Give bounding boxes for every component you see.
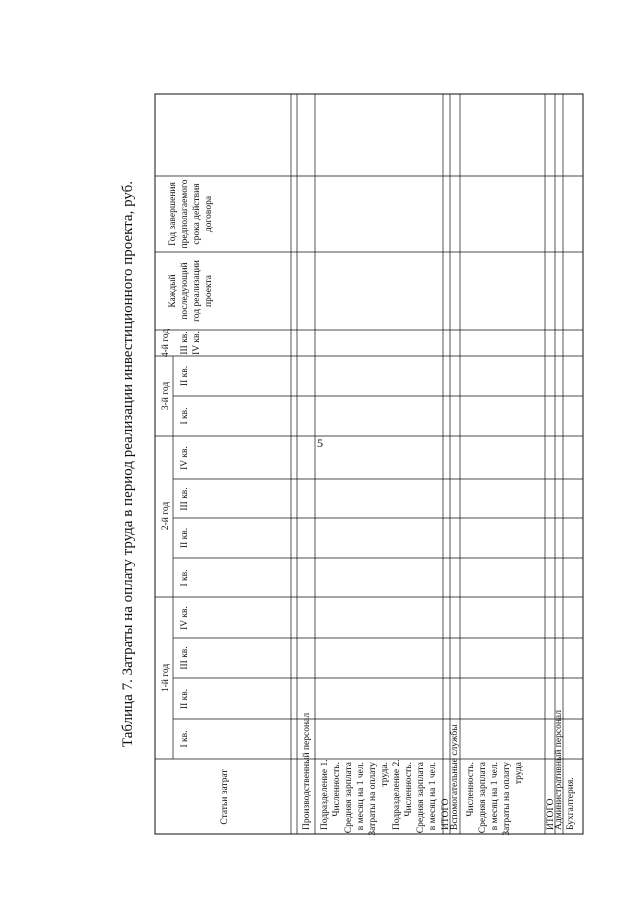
section-production-title: Производственный персонал <box>302 712 312 830</box>
subdivision-1-label: Подразделение 1. <box>320 759 330 830</box>
header-final-year-line: предполагаемого <box>180 179 190 249</box>
header-item-col: Статьи затрат <box>220 769 230 825</box>
table-caption: Таблица 7. Затраты на оплату труда в период реализации инвестиционного проекта, руб. <box>120 180 136 748</box>
header-quarter: I кв. <box>180 569 190 587</box>
header-quarter: II кв. <box>180 365 190 387</box>
metric-salary-line2: в месяц на 1 чел. <box>490 762 500 831</box>
accounting-label: Бухгалтерия. <box>566 777 576 830</box>
metric-headcount: Численность. <box>332 762 342 817</box>
header-quarter: IV кв. <box>180 606 190 630</box>
metric-headcount: Численность. <box>466 762 476 817</box>
header-next-years-line: Каждый <box>168 274 178 308</box>
header-quarter: IV кв. <box>192 331 202 355</box>
header-quarter: IV кв. <box>180 446 190 470</box>
total-label: ИТОГО <box>546 798 556 830</box>
header-next-years-line: проекта <box>204 275 214 307</box>
total-label: ИТОГО <box>441 798 451 830</box>
header-quarter: I кв. <box>180 407 190 425</box>
header-quarter: III кв. <box>180 331 190 355</box>
table-frame <box>155 94 583 834</box>
header-year-4: 4-й год <box>161 328 171 358</box>
metric-salary-line2: в месяц на 1 чел. <box>356 762 366 831</box>
metric-salary-line1: Средняя зарплата <box>416 762 426 834</box>
metric-salary-line1: Средняя зарплата <box>478 762 488 834</box>
metric-cost-line2: труда <box>514 762 524 785</box>
header-quarter: II кв. <box>180 527 190 549</box>
metric-salary-line1: Средняя зарплата <box>344 762 354 834</box>
header-final-year-line: Год завершения <box>168 182 178 246</box>
header-year-1: 1-й год <box>161 663 171 693</box>
header-quarter: III кв. <box>180 646 190 670</box>
cost-table <box>155 94 583 834</box>
metric-salary-line2: в месяц на 1 чел. <box>428 762 438 831</box>
header-final-year-line: договора <box>204 195 214 233</box>
metric-cost-line1: Затраты на оплату <box>502 762 512 836</box>
header-next-years-line: последующий <box>180 262 190 320</box>
header-year-3: 3-й год <box>161 381 171 411</box>
rotated-content <box>118 94 583 834</box>
header-quarter: II кв. <box>180 688 190 710</box>
header-quarter: I кв. <box>180 730 190 748</box>
metric-cost-line1: Затраты на оплату <box>368 762 378 836</box>
section-admin-title: Административный персонал <box>554 710 564 830</box>
metric-cost-line2: труда. <box>380 762 390 787</box>
header-year-2: 2-й год <box>161 501 171 531</box>
header-next-years-line: год реализации <box>192 260 202 322</box>
header-quarter: III кв. <box>180 487 190 511</box>
metric-headcount: Численность. <box>404 762 414 817</box>
page-number: 5 <box>317 436 323 450</box>
header-final-year-line: срока действия <box>192 183 202 245</box>
subdivision-2-label: Подразделение 2. <box>392 759 402 830</box>
section-auxiliary-title: Вспомогательные службы <box>450 724 460 830</box>
